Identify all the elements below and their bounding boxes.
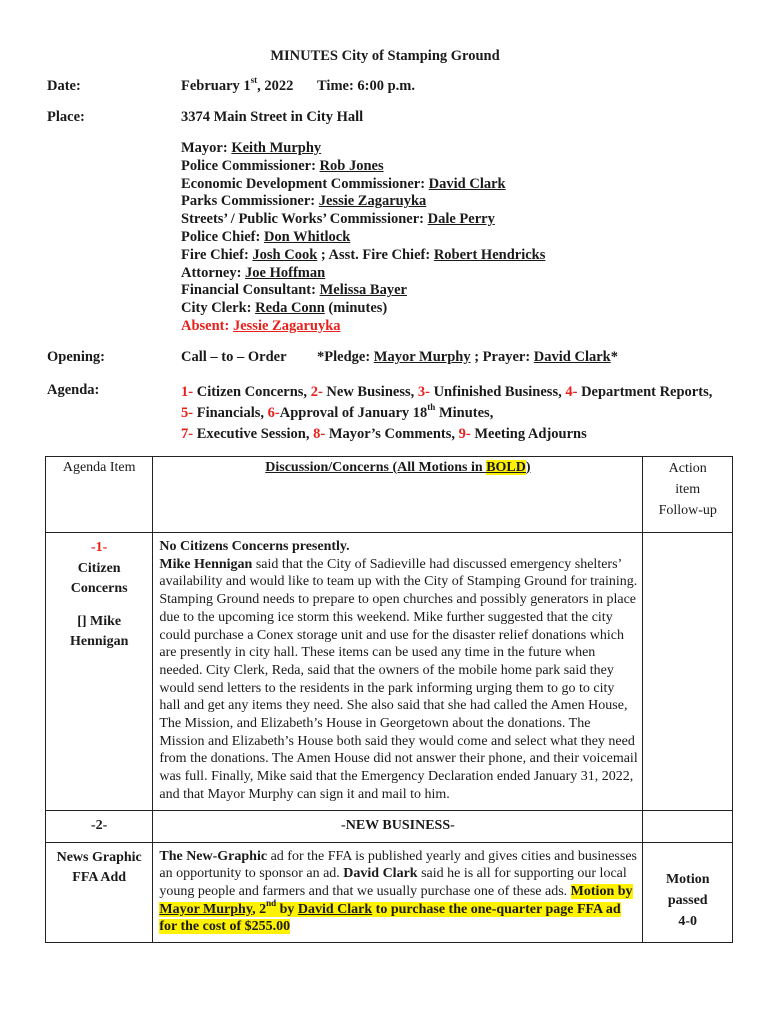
item-label: FFA Add: [72, 869, 127, 885]
row1-action: [643, 533, 733, 811]
table-row: [46, 533, 733, 811]
col-agenda-item: Agenda Item: [46, 457, 153, 533]
row3-discussion: The New-Graphic ad for the FFA is published yearly and gives cities and businesses an opportunity to sponsor an ad. David Clark said he is all for supporting our local young people and farmers and that we usually purchase one of these ads. Motion by Mayor Murphy, 2nd by David Clark to purchase the one-quarter page FFA ad for the cost of $255.00: [153, 842, 643, 943]
col-action-line: item: [675, 482, 701, 497]
col-action-line: Follow-up: [658, 503, 717, 518]
roster-line: Mayor: Keith Murphy: [181, 140, 322, 156]
item-label: News Graphic: [56, 849, 142, 865]
row2-heading: -NEW BUSINESS-: [153, 810, 643, 842]
row1-heading: No Citizens Concerns presently.: [159, 539, 350, 554]
row2-item: -2-: [46, 810, 153, 842]
opening-pledge-prayer: *Pledge: Mayor Murphy ; Prayer: David Clark*: [317, 349, 618, 365]
action-line: passed: [667, 892, 708, 908]
minutes-table: [45, 456, 733, 943]
attendee-roster: [181, 140, 545, 336]
time-value: Time: 6:00 p.m.: [317, 78, 416, 94]
motion-text: Motion by Mayor Murphy, 2nd by David Clark to purchase the one-quarter page FFA ad for the cost of $255.00: [159, 883, 633, 935]
roster-line: Streets’ / Public Works’ Commissioner: Dale Perry: [181, 211, 495, 228]
roster-line: Economic Development Commissioner: David Clark: [181, 175, 506, 192]
item-label: [] Mike: [77, 613, 122, 629]
place-value: 3374 Main Street in City Hall: [181, 109, 364, 125]
row1-item: [46, 533, 153, 811]
row1-paragraph: Mike Hennigan said that the City of Sadieville had discussed emergency shelters’ availability and would like to team up with the City of Stamping Ground for training. Stamping Ground needs to prepare to open churches and possibly generators in place due to the upcoming ice storm this weekend. Mike further suggested that the city could purchase a Conex storage unit and use for the disaster relief donations which are presently in city hall. These items can be used any time in the future when needed. City Clerk, Reda, said that the owners of the mobile home park said they would send letters to the residents in the park informing urging them to go to city hall and get any items they need. She also said that she had called the Amen House, The Mission, and Elizabeth’s House in Georgetown about the donations. The Mission and Elizabeth’s House both said they would come and select what they need from the donations. The Amen House did not answer their phone, and their voicemail was full. Finally, Mike said that the Emergency Declaration ended January 31, 2022, and that Mayor Murphy can sign it and mail to him.: [159, 556, 638, 802]
row3-action: [643, 842, 733, 943]
table-row: [46, 842, 733, 943]
action-line: Motion: [665, 871, 710, 887]
roster-line: Police Commissioner: Rob Jones: [181, 157, 384, 174]
col-action: [643, 457, 733, 533]
date-label: Date:: [47, 78, 81, 94]
place-label: Place:: [47, 109, 85, 125]
col-discussion: Discussion/Concerns (All Motions in BOLD): [153, 457, 643, 533]
roster-line: Financial Consultant: Melissa Bayer: [181, 282, 407, 299]
item-label: Concerns: [70, 581, 128, 596]
item-number: -1-: [91, 540, 108, 555]
roster-line: Police Chief: Don Whitlock: [181, 228, 351, 245]
item-label: Hennigan: [70, 634, 129, 649]
row1-discussion: [153, 533, 643, 811]
row2-action: [643, 810, 733, 842]
opening-call: Call – to – Order: [181, 349, 287, 365]
document-title: MINUTES City of Stamping Ground: [270, 48, 500, 64]
agenda-label: Agenda:: [47, 382, 100, 398]
opening-label: Opening:: [47, 349, 106, 365]
col-action-line: Action: [668, 461, 707, 476]
date-value: February 1st, 2022: [181, 75, 294, 94]
table-header-row: [46, 457, 733, 533]
roster-line: Attorney: Joe Hoffman: [181, 264, 326, 281]
roster-line: City Clerk: Reda Conn (minutes): [181, 300, 388, 317]
absent-line: Absent: Jessie Zagaruyka: [181, 317, 341, 334]
roster-line: Fire Chief: Josh Cook ; Asst. Fire Chief: Robert Hendricks: [181, 246, 546, 263]
item-label: Citizen: [77, 560, 121, 576]
agenda-list: 1- Citizen Concerns, 2- New Business, 3- Unfinished Business, 4- Department Reports, 5- Financials, 6-Approval of January 18th Minutes, 7- Executive Session, 8- Mayor’s Comments, 9- Meeting Adjourns: [181, 384, 713, 442]
action-line: 4-0: [678, 913, 698, 929]
table-row: [46, 810, 733, 842]
roster-line: Parks Commissioner: Jessie Zagaruyka: [181, 193, 427, 210]
row3-item: [46, 842, 153, 943]
